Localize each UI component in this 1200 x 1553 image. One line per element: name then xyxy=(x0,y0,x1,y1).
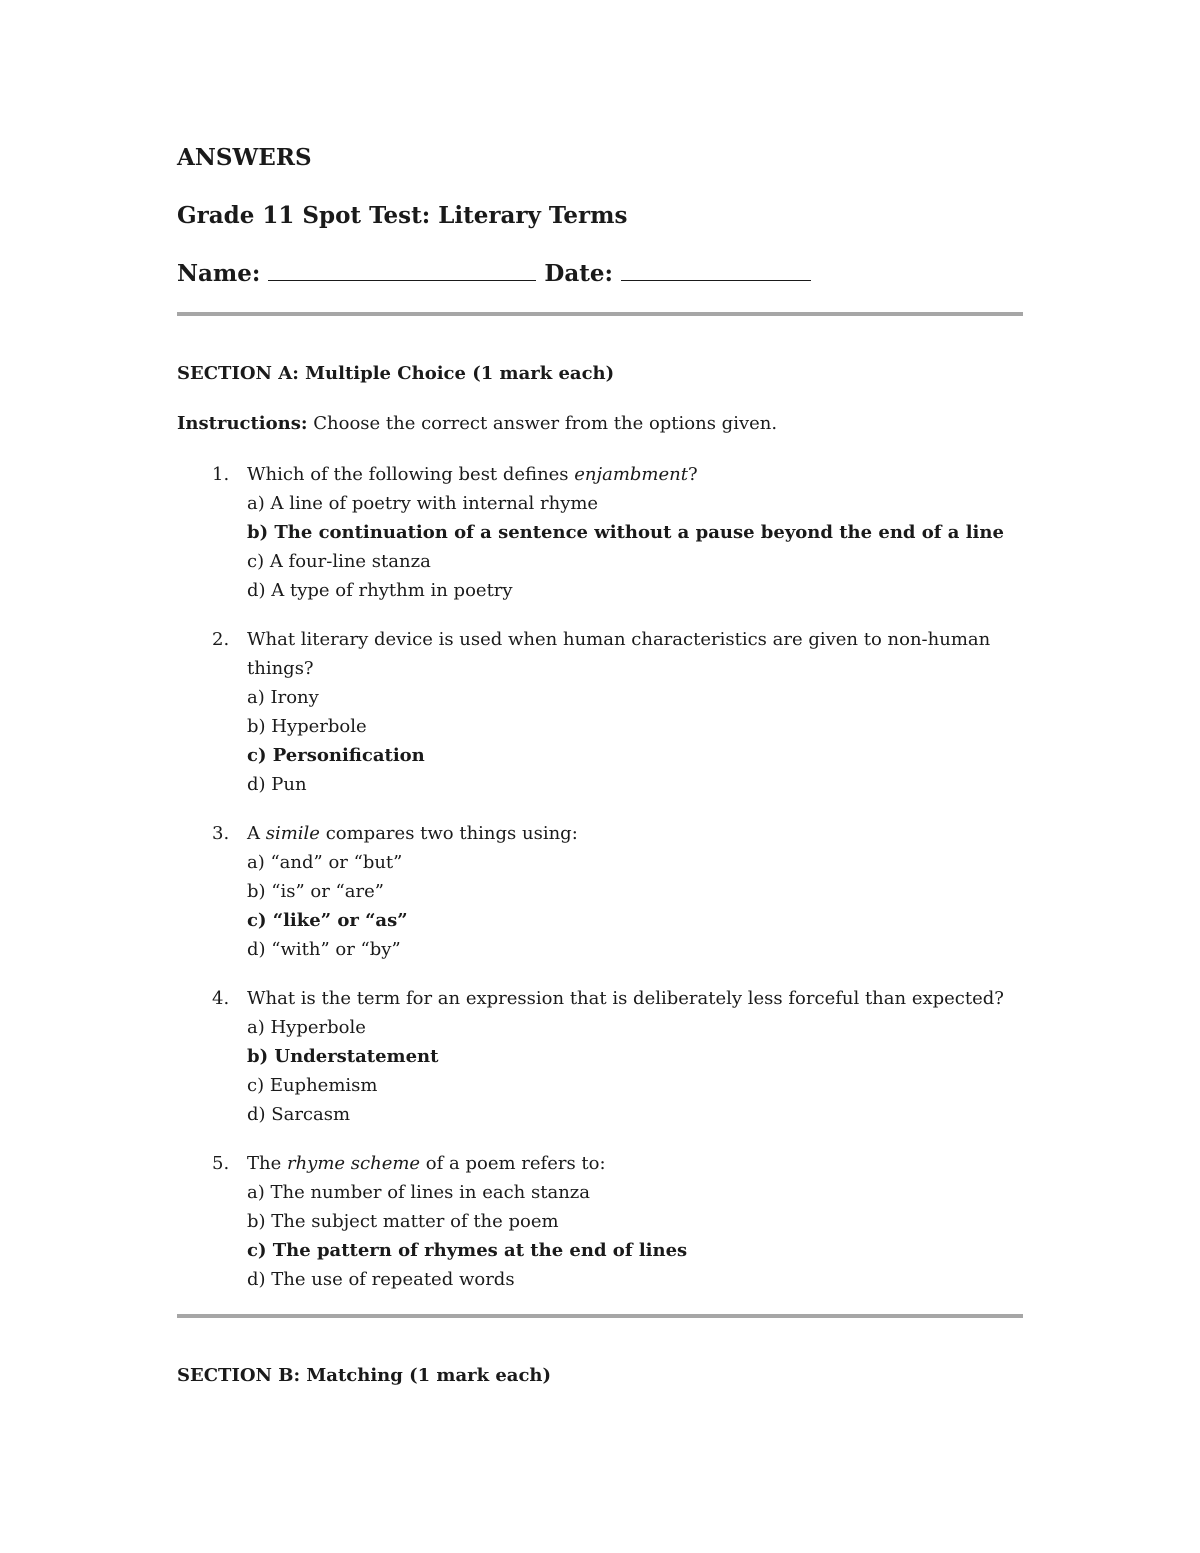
section-divider xyxy=(177,1314,1023,1318)
section-a-heading: SECTION A: Multiple Choice (1 mark each) xyxy=(177,363,615,384)
question-number: 1. xyxy=(212,464,230,485)
question-1 xyxy=(177,460,1023,605)
answer-option[interactable]: d) Pun xyxy=(247,774,307,795)
question-term: simile xyxy=(265,823,320,844)
answer-option[interactable]: a) Irony xyxy=(247,687,319,708)
name-date-line xyxy=(177,254,1023,290)
answer-option[interactable]: b) The subject matter of the poem xyxy=(247,1211,559,1232)
instructions-text: Choose the correct answer from the options given. xyxy=(307,413,778,434)
correct-answer-option[interactable]: c) The pattern of rhymes at the end of lines xyxy=(247,1240,688,1261)
date-blank[interactable] xyxy=(621,254,811,281)
question-text xyxy=(247,625,1023,683)
question-number: 2. xyxy=(212,629,230,650)
question-text-start: Which of the following best defines xyxy=(247,464,575,485)
question-text xyxy=(247,984,1023,1013)
question-text-end: of a poem refers to: xyxy=(420,1153,606,1174)
question-2 xyxy=(177,625,1023,799)
answer-option[interactable]: a) A line of poetry with internal rhyme xyxy=(247,493,599,514)
answer-option[interactable]: d) Sarcasm xyxy=(247,1104,351,1125)
question-text xyxy=(247,460,1023,489)
question-3 xyxy=(177,819,1023,964)
answer-option[interactable]: d) “with” or “by” xyxy=(247,939,401,960)
name-blank[interactable] xyxy=(268,254,536,281)
question-text-start: What literary device is used when human characteristics are given to non-human things? xyxy=(247,629,991,679)
question-text-start: A xyxy=(247,823,266,844)
question-term: rhyme scheme xyxy=(286,1153,421,1174)
answer-option[interactable]: a) “and” or “but” xyxy=(247,852,403,873)
answer-option[interactable]: d) A type of rhythm in poetry xyxy=(247,580,513,601)
question-text-end: ? xyxy=(687,464,698,485)
answer-option[interactable]: c) A four-line stanza xyxy=(247,551,431,572)
answer-option[interactable]: a) Hyperbole xyxy=(247,1017,366,1038)
name-label: Name: xyxy=(177,260,261,287)
question-term: enjambment xyxy=(574,464,688,485)
question-text xyxy=(247,1149,1023,1178)
question-4 xyxy=(177,984,1023,1129)
question-number: 5. xyxy=(212,1153,230,1174)
answer-option[interactable]: a) The number of lines in each stanza xyxy=(247,1182,591,1203)
correct-answer-option[interactable]: b) The continuation of a sentence without a pause beyond the end of a line xyxy=(247,522,1004,543)
correct-answer-option[interactable]: b) Understatement xyxy=(247,1046,439,1067)
question-list xyxy=(177,460,1023,1294)
question-number: 3. xyxy=(212,823,230,844)
answer-option[interactable]: b) Hyperbole xyxy=(247,716,367,737)
question-text xyxy=(247,819,1023,848)
question-text-start: The xyxy=(247,1153,287,1174)
section-b-heading: SECTION B: Matching (1 mark each) xyxy=(177,1365,552,1386)
section-a-instructions xyxy=(177,410,1023,438)
correct-answer-option[interactable]: c) Personification xyxy=(247,745,425,766)
answers-label: ANSWERS xyxy=(177,144,312,171)
answer-option[interactable]: c) Euphemism xyxy=(247,1075,378,1096)
question-text-end: compares two things using: xyxy=(319,823,578,844)
correct-answer-option[interactable]: c) “like” or “as” xyxy=(247,910,408,931)
answer-option[interactable]: d) The use of repeated words xyxy=(247,1269,515,1290)
answer-option[interactable]: b) “is” or “are” xyxy=(247,881,384,902)
header-divider xyxy=(177,312,1023,316)
date-label: Date: xyxy=(544,260,614,287)
test-title: Grade 11 Spot Test: Literary Terms xyxy=(177,202,628,229)
question-5 xyxy=(177,1149,1023,1294)
worksheet-page xyxy=(177,140,1023,1390)
question-text-start: What is the term for an expression that is deliberately less forceful than expected? xyxy=(247,988,1004,1009)
instructions-label: Instructions: xyxy=(177,413,308,434)
question-number: 4. xyxy=(212,988,230,1009)
